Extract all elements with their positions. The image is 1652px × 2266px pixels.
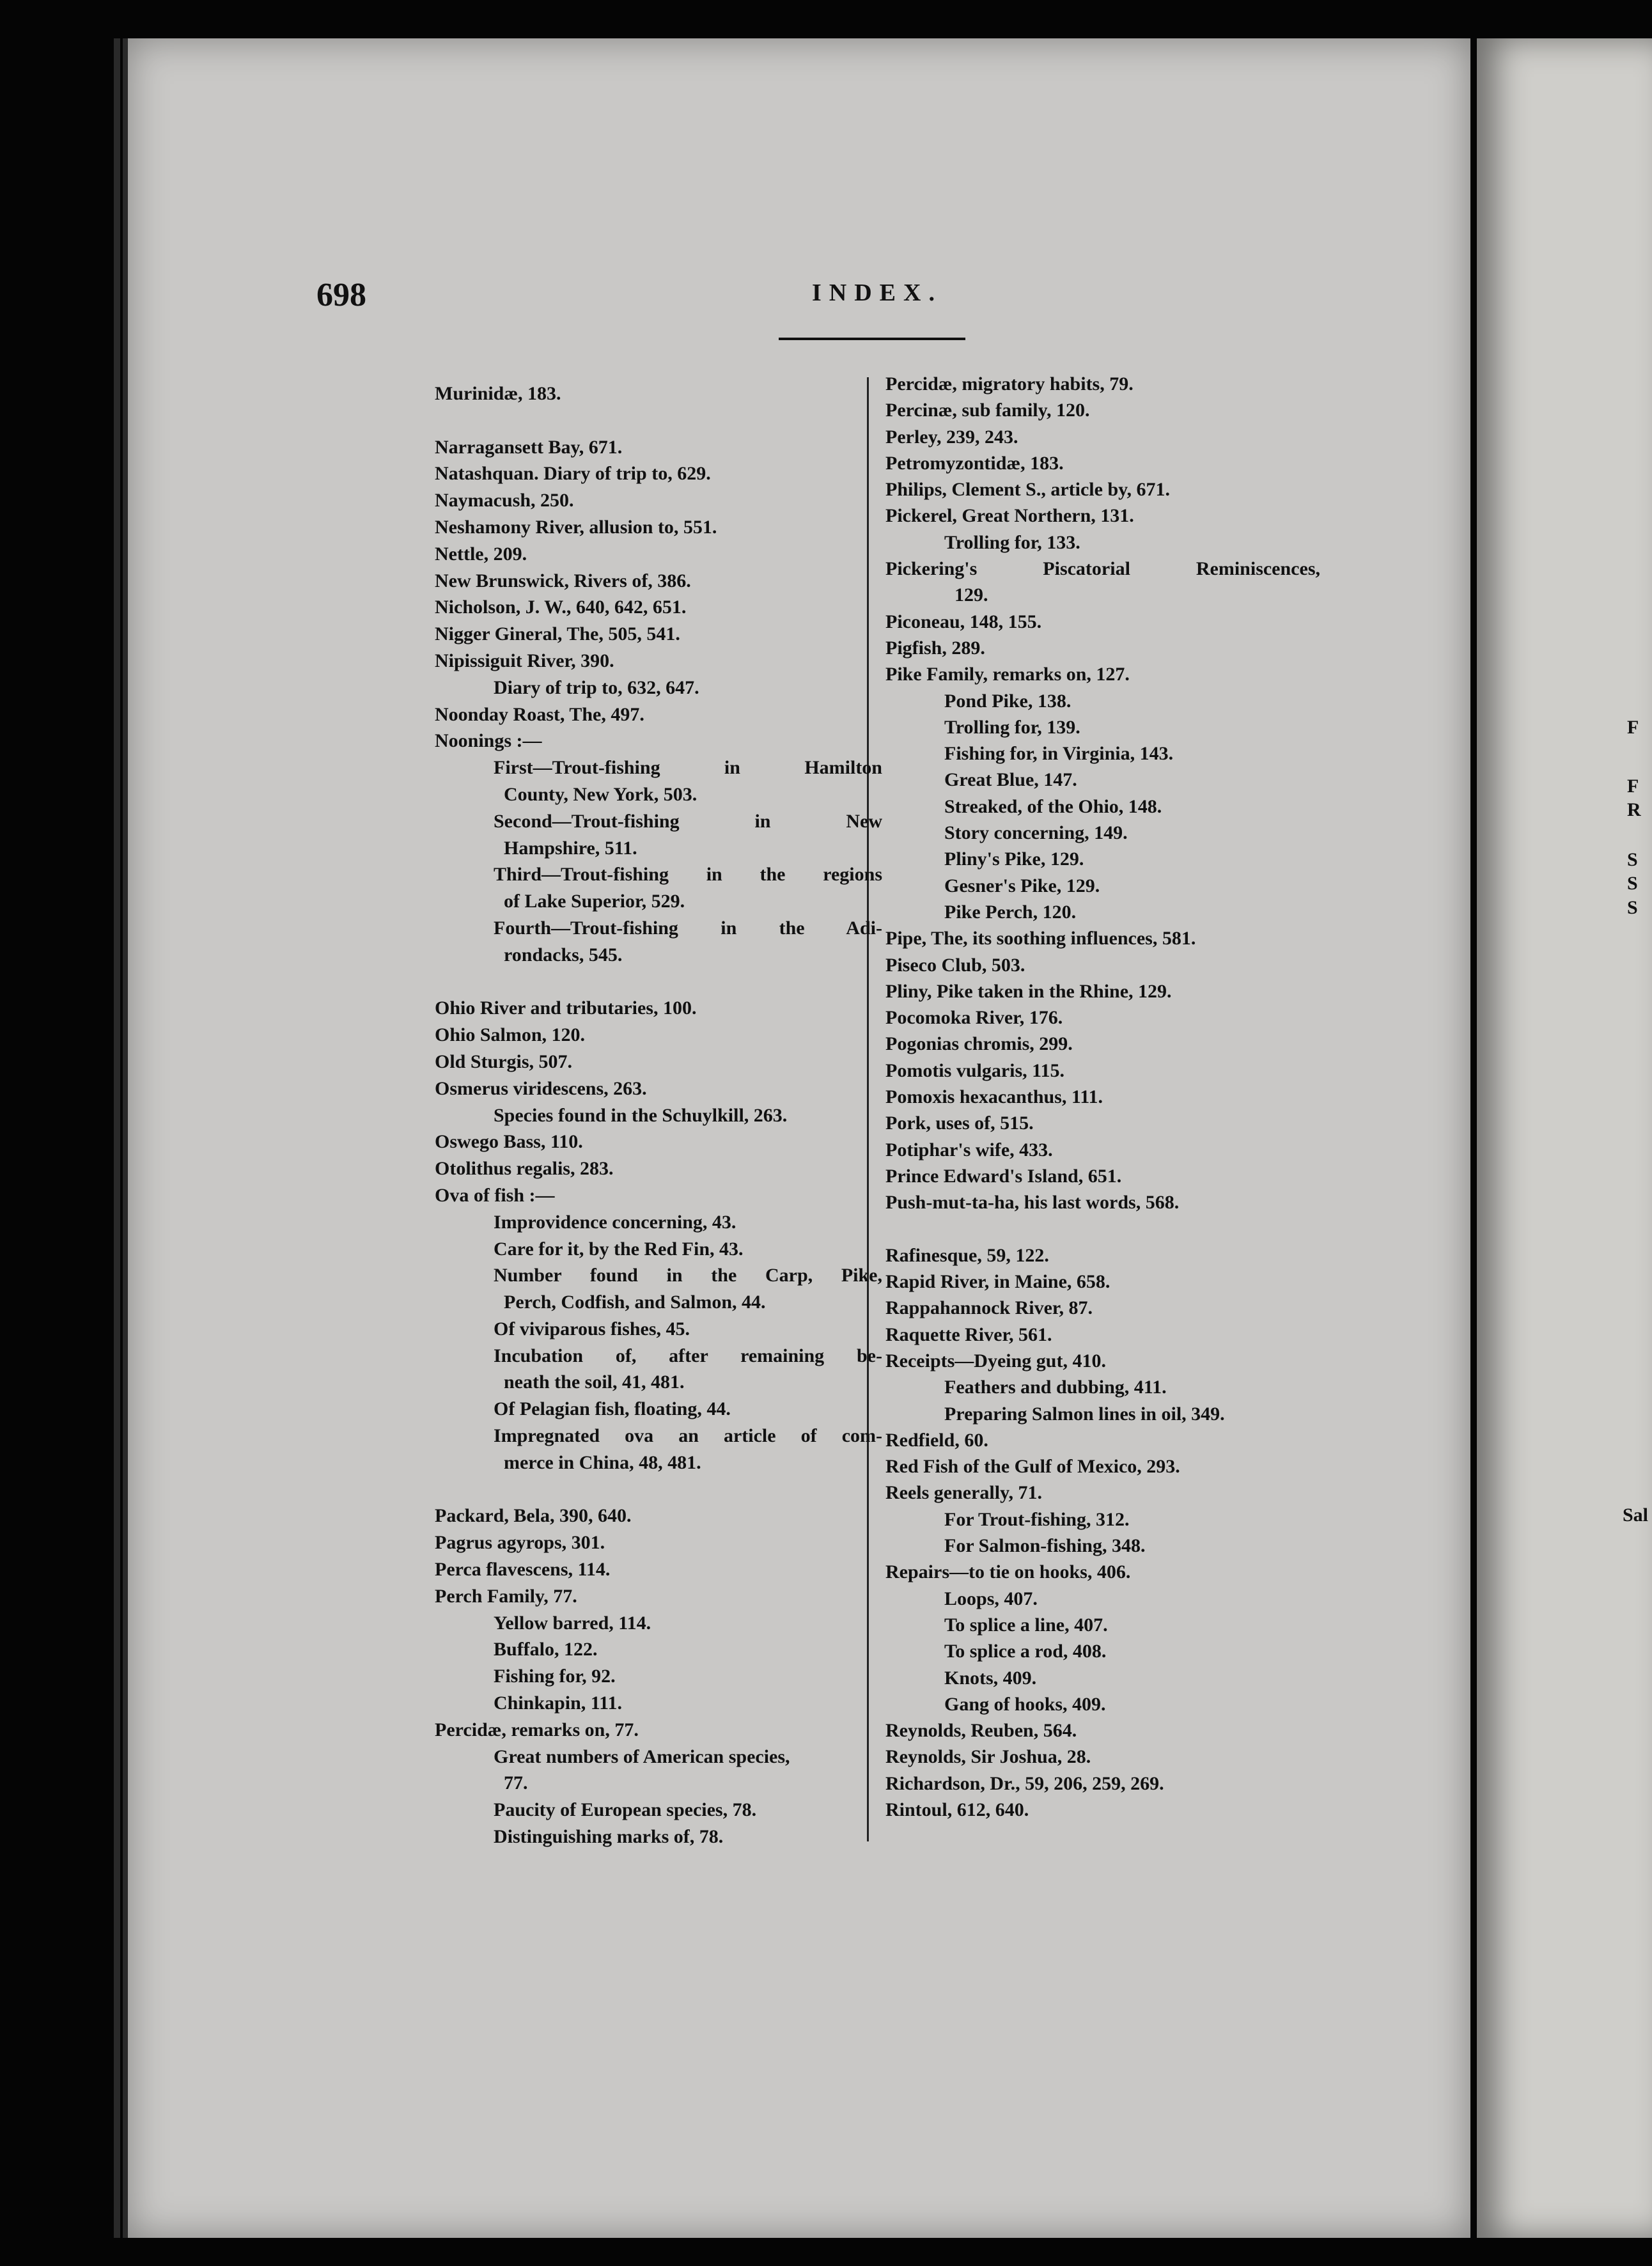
index-entry: Pigfish, 289. bbox=[885, 637, 985, 659]
index-entry: Richardson, Dr., 59, 206, 259, 269. bbox=[885, 1772, 1164, 1794]
index-entry: Osmerus viridescens, 263. bbox=[435, 1077, 647, 1099]
index-entry: Rappahannock River, 87. bbox=[885, 1297, 1093, 1319]
index-entry: Pike Family, remarks on, 127. bbox=[885, 664, 1130, 685]
index-entry: Percidæ, remarks on, 77. bbox=[435, 1719, 639, 1740]
index-entry: Raquette River, 561. bbox=[885, 1324, 1052, 1345]
index-subentry: rondacks, 545. bbox=[504, 944, 623, 965]
index-entry: Ohio Salmon, 120. bbox=[435, 1024, 586, 1046]
index-subentry: Care for it, by the Red Fin, 43. bbox=[494, 1238, 744, 1260]
index-entry: Naymacush, 250. bbox=[435, 490, 574, 512]
index-entry: Otolithus regalis, 283. bbox=[435, 1158, 614, 1180]
index-subentry: Pond Pike, 138. bbox=[944, 690, 1071, 712]
index-subentry: Impregnated ova an article of com- bbox=[494, 1425, 882, 1447]
index-entry: Pliny, Pike taken in the Rhine, 129. bbox=[885, 980, 1172, 1002]
index-entry: Piconeau, 148, 155. bbox=[885, 611, 1042, 632]
index-entry: Reynolds, Sir Joshua, 28. bbox=[885, 1746, 1091, 1768]
index-entry: New Brunswick, Rivers of, 386. bbox=[435, 570, 691, 591]
index-entry: Nigger Gineral, The, 505, 541. bbox=[435, 623, 680, 645]
index-subentry: Hampshire, 511. bbox=[504, 837, 637, 859]
index-entry: Pork, uses of, 515. bbox=[885, 1113, 1034, 1134]
index-entry: Natashquan. Diary of trip to, 629. bbox=[435, 463, 711, 485]
index-subentry: First—Trout-fishing in Hamilton bbox=[494, 757, 882, 779]
index-subentry: Fishing for, in Virginia, 143. bbox=[944, 743, 1174, 765]
index-subentry: Distinguishing marks of, 78. bbox=[494, 1826, 724, 1848]
index-subentry: County, New York, 503. bbox=[504, 783, 697, 805]
index-entry: Perch Family, 77. bbox=[435, 1585, 577, 1607]
index-subentry: Of Pelagian fish, floating, 44. bbox=[494, 1398, 731, 1420]
index-subentry: of Lake Superior, 529. bbox=[504, 891, 685, 912]
index-entry: Philips, Clement S., article by, 671. bbox=[885, 479, 1170, 501]
index-entry: Narragansett Bay, 671. bbox=[435, 436, 623, 458]
index-subentry: Trolling for, 139. bbox=[944, 716, 1080, 738]
index-subentry: Yellow barred, 114. bbox=[494, 1612, 651, 1634]
index-entry: Pipe, The, its soothing influences, 581. bbox=[885, 928, 1196, 949]
index-subentry: For Trout-fishing, 312. bbox=[944, 1508, 1130, 1530]
index-subentry: Feathers and dubbing, 411. bbox=[944, 1377, 1167, 1398]
index-subentry: To splice a rod, 408. bbox=[944, 1641, 1107, 1662]
index-subentry: Third—Trout-fishing in the regions bbox=[494, 864, 882, 886]
header-rule bbox=[779, 338, 965, 340]
index-entry: Perca flavescens, 114. bbox=[435, 1559, 611, 1581]
index-entry: Percinæ, sub family, 120. bbox=[885, 400, 1090, 421]
entry-gap bbox=[435, 407, 882, 434]
index-entry: Pomotis vulgaris, 115. bbox=[885, 1059, 1065, 1081]
entry-gap bbox=[435, 969, 882, 996]
index-entry: Prince Edward's Island, 651. bbox=[885, 1165, 1122, 1187]
index-column-left bbox=[435, 380, 882, 1850]
index-subentry: Story concerning, 149. bbox=[944, 822, 1128, 844]
index-subentry: Pliny's Pike, 129. bbox=[944, 848, 1084, 870]
index-entry: Pogonias chromis, 299. bbox=[885, 1033, 1073, 1055]
index-subentry: Knots, 409. bbox=[944, 1667, 1037, 1689]
index-entry: Nipissiguit River, 390. bbox=[435, 650, 614, 671]
index-entry: Rafinesque, 59, 122. bbox=[885, 1244, 1049, 1266]
index-subentry: Preparing Salmon lines in oil, 349. bbox=[944, 1403, 1225, 1425]
index-entry: Pagrus agyrops, 301. bbox=[435, 1532, 605, 1554]
adjacent-page-fragment: F bbox=[1627, 717, 1639, 738]
adjacent-page-fragment: S bbox=[1627, 873, 1638, 894]
index-subentry: Trolling for, 133. bbox=[944, 531, 1080, 553]
index-entry: Reels generally, 71. bbox=[885, 1482, 1042, 1504]
index-entry: Pickerel, Great Northern, 131. bbox=[885, 505, 1134, 527]
index-entry: Ohio River and tributaries, 100. bbox=[435, 997, 697, 1019]
page-edge bbox=[114, 38, 120, 2238]
index-entry: Red Fish of the Gulf of Mexico, 293. bbox=[885, 1456, 1180, 1478]
page-number: 698 bbox=[316, 277, 366, 313]
index-subentry: neath the soil, 41, 481. bbox=[504, 1371, 685, 1393]
index-subentry: merce in China, 48, 481. bbox=[504, 1451, 701, 1473]
index-entry: Nicholson, J. W., 640, 642, 651. bbox=[435, 597, 687, 618]
index-entry: Neshamony River, allusion to, 551. bbox=[435, 516, 717, 538]
index-entry: Petromyzontidæ, 183. bbox=[885, 452, 1064, 474]
index-entry: Piseco Club, 503. bbox=[885, 954, 1025, 976]
adjacent-page-fragment: S bbox=[1627, 897, 1638, 918]
index-subentry: To splice a line, 407. bbox=[944, 1614, 1108, 1636]
index-column-right bbox=[885, 371, 1320, 1823]
index-subentry: Number found in the Carp, Pike, bbox=[494, 1265, 882, 1286]
index-subentry: Fishing for, 92. bbox=[494, 1666, 616, 1687]
index-entry: Ova of fish :— bbox=[435, 1184, 555, 1206]
index-subentry: Streaked, of the Ohio, 148. bbox=[944, 795, 1162, 817]
index-subentry: Fourth—Trout-fishing in the Adi- bbox=[494, 917, 882, 939]
index-entry: Pickering's Piscatorial Reminiscences, bbox=[885, 558, 1320, 580]
index-subentry: Loops, 407. bbox=[944, 1588, 1038, 1609]
index-subentry: Pike Perch, 120. bbox=[944, 901, 1077, 923]
index-entry: Oswego Bass, 110. bbox=[435, 1131, 583, 1153]
index-entry: Rintoul, 612, 640. bbox=[885, 1799, 1029, 1821]
index-subentry: 129. bbox=[955, 584, 988, 606]
index-entry: Repairs—to tie on hooks, 406. bbox=[885, 1561, 1131, 1583]
index-entry: Old Sturgis, 507. bbox=[435, 1051, 573, 1072]
index-entry: Push-mut-ta-ha, his last words, 568. bbox=[885, 1192, 1180, 1214]
index-subentry: Great Blue, 147. bbox=[944, 769, 1077, 791]
entry-gap bbox=[435, 1476, 882, 1503]
index-subentry: Great numbers of American species, bbox=[494, 1746, 790, 1767]
adjacent-page-fragment: R bbox=[1627, 799, 1641, 820]
index-entry: Noonday Roast, The, 497. bbox=[435, 703, 644, 725]
index-entry: Percidæ, migratory habits, 79. bbox=[885, 373, 1134, 395]
index-subentry: Incubation of, after remaining be- bbox=[494, 1345, 882, 1366]
index-entry: Packard, Bela, 390, 640. bbox=[435, 1505, 632, 1527]
index-subentry: Chinkapin, 111. bbox=[494, 1692, 622, 1714]
index-subentry: Gesner's Pike, 129. bbox=[944, 875, 1100, 896]
index-subentry: 77. bbox=[504, 1772, 528, 1794]
index-entry: Perley, 239, 243. bbox=[885, 426, 1018, 448]
index-subentry: Improvidence concerning, 43. bbox=[494, 1211, 736, 1233]
index-entry: Reynolds, Reuben, 564. bbox=[885, 1720, 1077, 1742]
index-subentry: For Salmon-fishing, 348. bbox=[944, 1535, 1146, 1557]
adjacent-page-fragment: F bbox=[1627, 776, 1639, 797]
index-entry: Pocomoka River, 176. bbox=[885, 1007, 1063, 1029]
index-entry: Noonings :— bbox=[435, 730, 542, 752]
index-subentry: Perch, Codfish, and Salmon, 44. bbox=[504, 1292, 766, 1313]
index-entry: Receipts—Dyeing gut, 410. bbox=[885, 1350, 1106, 1371]
index-entry: Nettle, 209. bbox=[435, 543, 527, 565]
index-subentry: Diary of trip to, 632, 647. bbox=[494, 676, 699, 698]
adjacent-page bbox=[1477, 38, 1652, 2238]
index-entry: Redfield, 60. bbox=[885, 1429, 988, 1451]
index-entry: Murinidæ, 183. bbox=[435, 383, 561, 404]
entry-gap bbox=[885, 1216, 1320, 1242]
index-subentry: Gang of hooks, 409. bbox=[944, 1693, 1106, 1715]
running-head: INDEX. bbox=[812, 279, 942, 306]
adjacent-page-fragment: Sal bbox=[1623, 1504, 1649, 1526]
index-subentry: Paucity of European species, 78. bbox=[494, 1799, 757, 1821]
index-entry: Potiphar's wife, 433. bbox=[885, 1139, 1053, 1160]
index-subentry: Second—Trout-fishing in New bbox=[494, 810, 882, 832]
index-subentry: Buffalo, 122. bbox=[494, 1639, 598, 1660]
index-subentry: Species found in the Schuylkill, 263. bbox=[494, 1104, 788, 1126]
index-subentry: Of viviparous fishes, 45. bbox=[494, 1318, 690, 1340]
adjacent-page-fragment: S bbox=[1627, 849, 1638, 870]
index-entry: Rapid River, in Maine, 658. bbox=[885, 1271, 1110, 1293]
index-entry: Pomoxis hexacanthus, 111. bbox=[885, 1086, 1103, 1108]
